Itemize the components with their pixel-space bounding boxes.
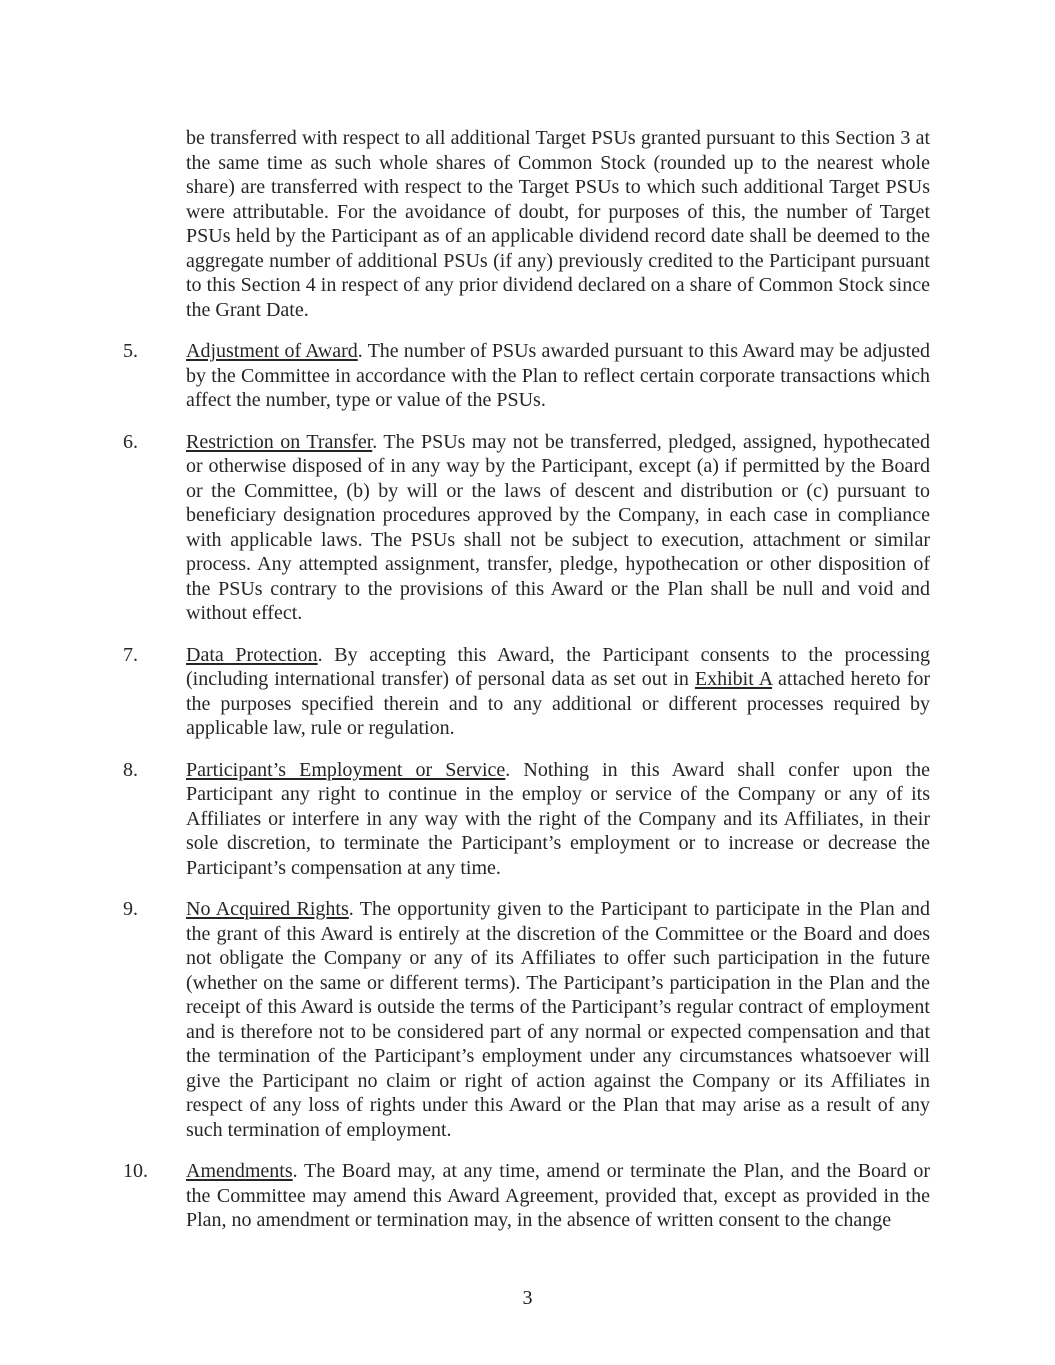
section-heading: Data Protection <box>186 643 318 666</box>
section-item-6 <box>123 430 930 626</box>
section-item-10 <box>123 1159 930 1233</box>
section-number: 8. <box>123 758 138 781</box>
section-body <box>186 430 930 626</box>
section-heading: Participant’s Employment or Service <box>186 758 506 781</box>
section-text: . The PSUs may not be transferred, pledged, assigned, hypothecated or otherwise disposed of in any way by the Participant, except (a) if permitted by the Board or the Committee, (b) by will or the laws of descent and distribution or (c) pursuant to beneficiary designation procedures approved by the Company, in each case in compliance with applicable laws. The PSUs shall not be subject to execution, attachment or similar process. Any attempted assignment, transfer, pledge, hypothecation or other disposition of the PSUs contrary to the provisions of this Award or the Plan shall be null and void and without effect. <box>186 430 930 624</box>
section-body <box>186 643 930 741</box>
section-body <box>186 897 930 1142</box>
numbered-sections-list <box>123 339 930 1233</box>
section-text: . The Board may, at any time, amend or terminate the Plan, and the Board or the Committee may amend this Award Agreement, provided that, except as provided in the Plan, no amendment or termination may, in the absence of written consent to the change <box>186 1160 930 1231</box>
section-text: . By accepting this Award, the Participant consents to the processing (including international transfer) of personal data as set out in <box>186 643 930 690</box>
section-item-8 <box>123 758 930 881</box>
section-text: . Nothing in this Award shall confer upon the Participant any right to continue in the employ or service of the Company or any of its Affiliates or interfere in any way with the right of the Company and its Affiliates, in their sole discretion, to terminate the Participant’s employment or to increase or decrease the Participant’s compensation at any time. <box>186 758 930 879</box>
inline-exhibit-reference: Exhibit A <box>694 668 773 690</box>
section-number: 9. <box>123 898 138 920</box>
section-heading: Adjustment of Award <box>186 340 358 362</box>
section-body <box>186 1159 930 1233</box>
intro-paragraph: be transferred with respect to all additional Target PSUs granted pursuant to this Section 3 at the same time as such whole shares of Common Stock (rounded up to the nearest whole share) are transferred with respect to the Target PSUs to which such additional Target PSUs were attributable. For the avoidance of doubt, for purposes of this, the number of Target PSUs held by the Participant as of an applicable dividend record date shall be deemed to the aggregate number of additional PSUs (if any) previously credited to the Participant pursuant to this Section 4 in respect of any prior dividend declared on a share of Common Stock since the Grant Date. <box>186 127 930 321</box>
section-number: 5. <box>123 340 138 362</box>
section-body <box>186 758 930 881</box>
section-number: 7. <box>123 643 138 666</box>
section-heading: No Acquired Rights <box>186 898 349 920</box>
section-body <box>186 339 930 413</box>
section-text: attached hereto for the purposes specified therein and to any additional or different processes required by applicable law, rule or regulation. <box>186 668 930 739</box>
section-heading: Restriction on Transfer <box>186 430 373 453</box>
section-heading: Amendments <box>186 1160 293 1182</box>
section-number: 10. <box>123 1160 148 1182</box>
section-text: . The number of PSUs awarded pursuant to this Award may be adjusted by the Committee in accordance with the Plan to reflect certain corporate transactions which affect the number, type or value of the PSUs. <box>186 340 931 411</box>
section-number: 6. <box>123 430 138 453</box>
section-item-9 <box>123 897 930 1142</box>
page-number: 3 <box>522 1287 533 1309</box>
section-text: . The opportunity given to the Participant to participate in the Plan and the grant of this Award is entirely at the discretion of the Committee or the Board and does not obligate the Company or any of its Affiliates to offer such participation in the future (whether on the same or different terms). The Participant’s participation in the Plan and the receipt of this Award is outside the terms of the Participant’s regular contract of employment and is therefore not to be considered part of any normal or expected compensation and that the termination of the Participant’s employment under any circumstances whatsoever will give the Participant no claim or right of action against the Company or its Affiliates in respect of any loss of rights under this Award or the Plan that may arise as a result of any such termination of employment. <box>186 898 930 1141</box>
section-item-7 <box>123 643 930 741</box>
section-item-5 <box>123 339 930 413</box>
